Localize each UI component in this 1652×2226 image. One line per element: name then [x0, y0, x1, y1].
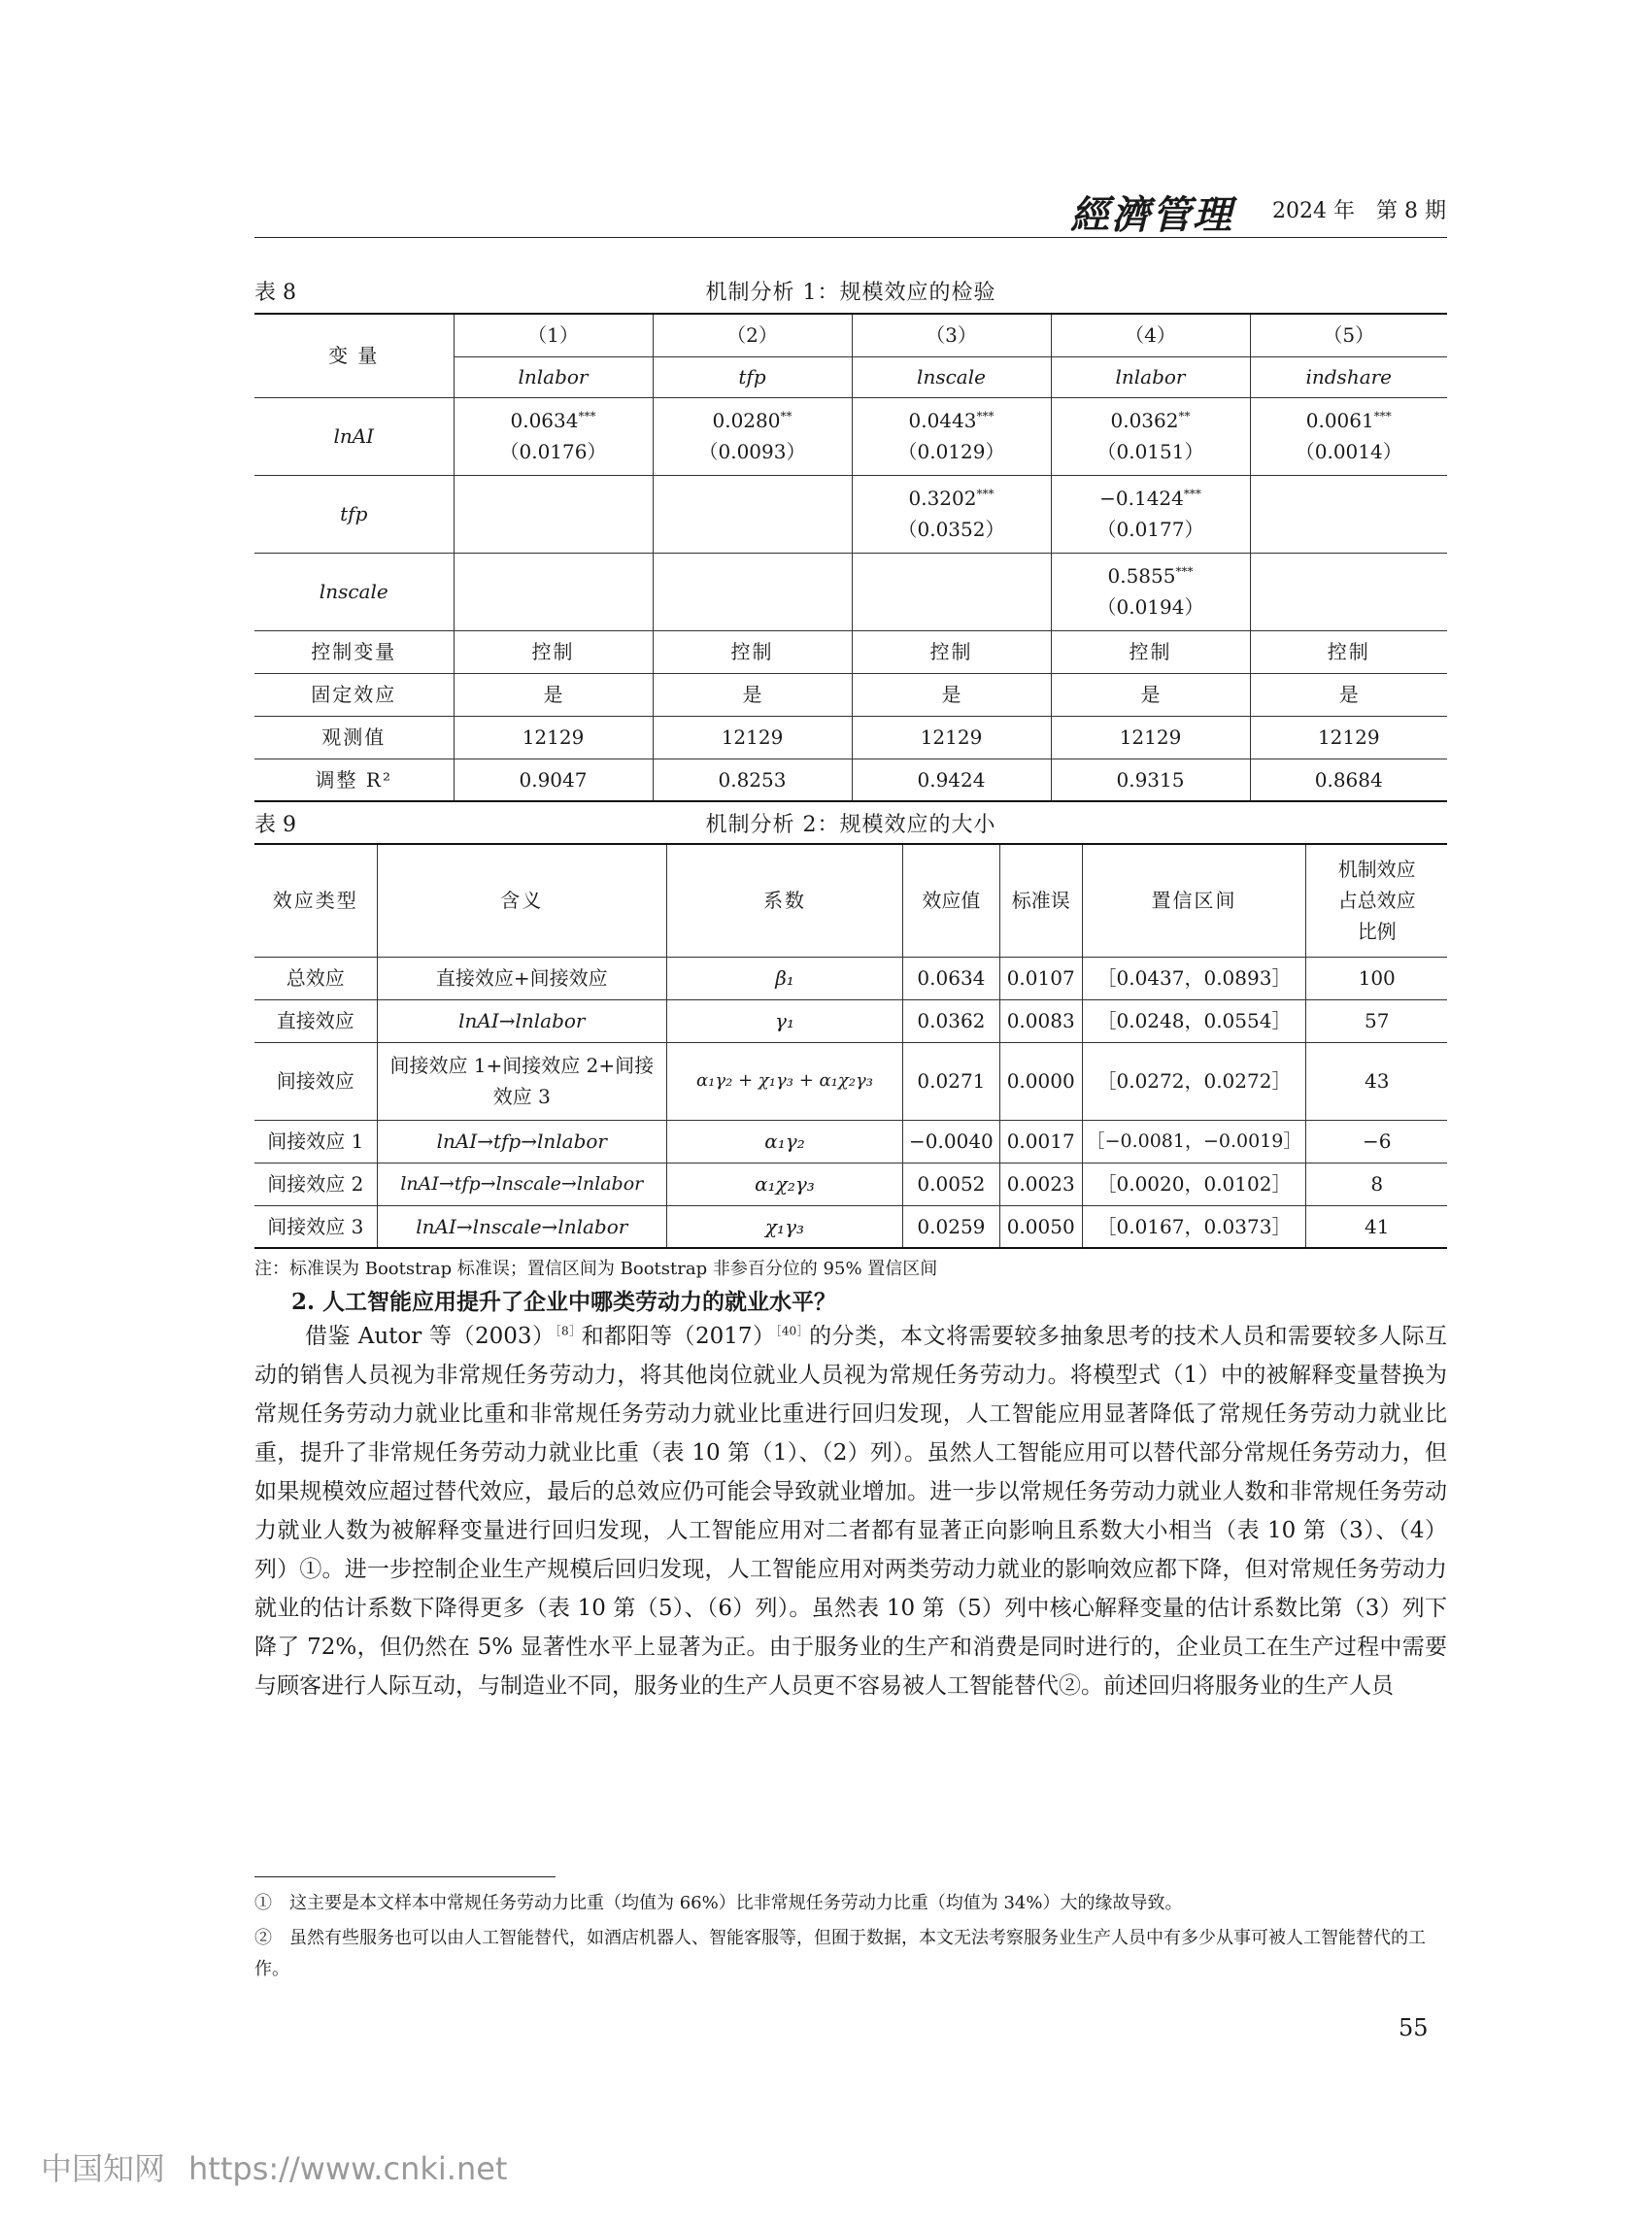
- table8-cell: [653, 475, 852, 553]
- table9-cell: 43: [1306, 1042, 1447, 1120]
- table9-cell: γ₁: [667, 999, 903, 1042]
- table8-rowlabel: tfp: [254, 475, 454, 553]
- table8-corner: 变 量: [254, 314, 454, 397]
- table9-cell: ［0.0167，0.0373］: [1082, 1205, 1306, 1248]
- table9-cell: 0.0050: [999, 1205, 1082, 1248]
- table9-cell: 0.0000: [999, 1042, 1082, 1120]
- table8-rowlabel: 固定效应: [254, 673, 454, 716]
- table9-header: 效应类型: [254, 844, 377, 957]
- table8-colnum: （2）: [653, 314, 852, 356]
- table9-cell: 0.0634: [903, 957, 1000, 999]
- footnote-mark[interactable]: ②: [1059, 1673, 1081, 1699]
- table9-cell: lnAI→lnlabor: [377, 999, 666, 1042]
- table8-colvar: tfp: [653, 356, 852, 397]
- table8-cell: 是: [1250, 673, 1447, 716]
- table8-colnum: （5）: [1250, 314, 1447, 356]
- table9-cell: ［0.0272，0.0272］: [1082, 1042, 1306, 1120]
- table9-cell: ［0.0020，0.0102］: [1082, 1163, 1306, 1205]
- table8-cell: 0.9424: [852, 759, 1051, 801]
- table8: [254, 313, 1447, 802]
- citation-ref[interactable]: ［8］: [555, 1324, 582, 1338]
- table9-cell: 100: [1306, 957, 1447, 999]
- table9-header: 机制效应占总效应比例: [1306, 844, 1447, 957]
- table8-rowlabel: lnscale: [254, 553, 454, 630]
- table8-colnum: （1）: [454, 314, 653, 356]
- table9-cell: 0.0259: [903, 1205, 1000, 1248]
- table8-cell: 12129: [1051, 716, 1250, 759]
- table9-label: 表 9: [254, 813, 296, 837]
- table9-cell: lnAI→lnscale→lnlabor: [377, 1205, 666, 1248]
- table8-rowlabel: lnAI: [254, 397, 454, 475]
- table8-colnum: （3）: [852, 314, 1051, 356]
- table8-colnum: （4）: [1051, 314, 1250, 356]
- table8-cell: −0.1424*** （0.0177）: [1051, 475, 1250, 553]
- table8-cell: 控制: [1250, 630, 1447, 673]
- table8-title: 机制分析 1：规模效应的检验: [705, 281, 996, 305]
- table9-header: 置信区间: [1082, 844, 1306, 957]
- table9-cell: ［−0.0081，−0.0019］: [1082, 1120, 1306, 1163]
- table9-cell: 57: [1306, 999, 1447, 1042]
- table9-header: 含义: [377, 844, 666, 957]
- table9-header: 标准误: [999, 844, 1082, 957]
- table9-cell: 间接效应 2: [254, 1163, 377, 1205]
- watermark-brand: 中国知网: [41, 2150, 166, 2187]
- table9-cell: 直接效应: [254, 999, 377, 1042]
- table9-cell: 间接效应 1: [254, 1120, 377, 1163]
- cnki-watermark: [41, 2144, 507, 2189]
- table9-cell: −0.0040: [903, 1120, 1000, 1163]
- table9-cell: 8: [1306, 1163, 1447, 1205]
- table9-cell: 间接效应 3: [254, 1205, 377, 1248]
- table8-colvar: lnlabor: [1051, 356, 1250, 397]
- table8-cell: 12129: [454, 716, 653, 759]
- table8-cell: 0.5855*** （0.0194）: [1051, 553, 1250, 630]
- table8-cell: [1250, 553, 1447, 630]
- table8-colvar: lnlabor: [454, 356, 653, 397]
- table8-cell: 12129: [852, 716, 1051, 759]
- table9: [254, 843, 1447, 1249]
- table8-cell: 0.0061*** （0.0014）: [1250, 397, 1447, 475]
- table9-cell: β₁: [667, 957, 903, 999]
- table9-cell: 直接效应+间接效应: [377, 957, 666, 999]
- table9-cell: α₁χ₂γ₃: [667, 1163, 903, 1205]
- table8-cell: 控制: [852, 630, 1051, 673]
- table9-cell: χ₁γ₃: [667, 1205, 903, 1248]
- table9-cell: 总效应: [254, 957, 377, 999]
- table9-cell: 0.0362: [903, 999, 1000, 1042]
- table8-label: 表 8: [254, 281, 296, 305]
- citation-ref[interactable]: ［40］: [775, 1324, 810, 1338]
- table8-cell: 0.3202*** （0.0352）: [852, 475, 1051, 553]
- table9-cell: ［0.0248，0.0554］: [1082, 999, 1306, 1042]
- table8-cell: 0.9047: [454, 759, 653, 801]
- footnote-1: ① 这主要是本文样本中常规任务劳动力比重（均值为 66%）比非常规任务劳动力比重（均值为 34%）大的缘故导致。: [254, 1893, 1183, 1913]
- table9-cell: 41: [1306, 1205, 1447, 1248]
- table8-cell: 12129: [653, 716, 852, 759]
- table8-cell: 控制: [454, 630, 653, 673]
- table8-rowlabel: 观测值: [254, 716, 454, 759]
- footnote-rule: [254, 1876, 556, 1877]
- table9-cell: lnAI→tfp→lnlabor: [377, 1120, 666, 1163]
- table9-cell: 0.0052: [903, 1163, 1000, 1205]
- table8-cell: [852, 553, 1051, 630]
- table8-colvar: lnscale: [852, 356, 1051, 397]
- table9-cell: 0.0271: [903, 1042, 1000, 1120]
- table8-rowlabel: 调整 R²: [254, 759, 454, 801]
- table8-cell: [653, 553, 852, 630]
- table9-cell: 0.0083: [999, 999, 1082, 1042]
- table8-cell: 0.8684: [1250, 759, 1447, 801]
- table9-cell: 0.0107: [999, 957, 1082, 999]
- table9-cell: α₁γ₂ + χ₁γ₃ + α₁χ₂γ₃: [667, 1042, 903, 1120]
- issue-label: 2024 年 第 8 期: [1272, 199, 1446, 223]
- table8-cell: 0.0280** （0.0093）: [653, 397, 852, 475]
- table8-cell: 0.9315: [1051, 759, 1250, 801]
- table8-colvar: indshare: [1250, 356, 1447, 397]
- table9-cell: ［0.0437，0.0893］: [1082, 957, 1306, 999]
- table8-cell: 是: [454, 673, 653, 716]
- table9-cell: α₁γ₂: [667, 1120, 903, 1163]
- table9-cell: 0.0017: [999, 1120, 1082, 1163]
- journal-logo: 經濟管理: [1070, 192, 1233, 238]
- table8-cell: 12129: [1250, 716, 1447, 759]
- table8-cell: 控制: [1051, 630, 1250, 673]
- table9-header: 效应值: [903, 844, 1000, 957]
- table8-cell: 是: [1051, 673, 1250, 716]
- table9-cell: lnAI→tfp→lnscale→lnlabor: [377, 1163, 666, 1205]
- footnote-mark[interactable]: ①: [299, 1557, 322, 1582]
- table8-cell: 0.8253: [653, 759, 852, 801]
- footnote-2: ② 虽然有些服务也可以由人工智能替代，如酒店机器人、智能客服等，但囿于数据，本文无法考察服务业生产人员中有多少从事可被人工智能替代的工作。: [254, 1928, 1426, 1979]
- table9-title: 机制分析 2：规模效应的大小: [705, 813, 996, 837]
- table9-cell: 间接效应: [254, 1042, 377, 1120]
- table9-cell: 间接效应 1+间接效应 2+间接效应 3: [377, 1042, 666, 1120]
- table8-cell: 控制: [653, 630, 852, 673]
- table8-rowlabel: 控制变量: [254, 630, 454, 673]
- body-paragraph: 借鉴 Autor 等$(2003)^{[8]}$和都阳等$(2017)^{[40]}$的分类，本文将需要较多抽象思考的技术人员和需要较多人际互动的销售人员视为非常规任务劳动力，将其他岗位就业人员视为常规任务劳动力。将模型式（1）中的被解释变量替换为常规任务劳动力就业比重和非常规任务劳动力就业比重进行回归发现，人工智能应用显著降低了常规任务劳动力就业比重，提升了非常规任务劳动力就业比重（表 10 第（1）、（2）列）。虽然人工智能应用可以替代部分常规任务劳动力，但如果规模效应超过替代效应，最后的总效应仍可能会导致就业增加。进一步以常规任务劳动力就业人数和非常规任务劳动力就业人数为被解释变量进行回归发现，人工智能应用对二者都有显著正向影响且系数大小相当（表 10 第（3）、（4）列）①。进一步控制企业生产规模后回归发现，人工智能应用对两类劳动力就业的影响效应都下降，但对常规任务劳动力就业的估计系数下降得更多（表 10 第（5）、（6）列）。虽然表 10 第（5）列中核心解释变量的估计系数比第（3）列下降了 72%，但仍然在 5% 显著性水平上显著为正。由于服务业的生产和消费是同时进行的，企业员工在生产过程中需要与顾客进行人际互动，与制造业不同，服务业的生产人员更不容易被人工智能替代②。前述回归将服务业的生产人员: [254, 1324, 1448, 1699]
- table8-cell: 0.0634*** （0.0176）: [454, 397, 653, 475]
- header-rule: [254, 237, 1447, 238]
- table9-note: 注：标准误为 Bootstrap 标准误；置信区间为 Bootstrap 非参百分位的 95% 置信区间: [254, 1259, 938, 1279]
- table8-cell: 是: [653, 673, 852, 716]
- section-heading: 2. 人工智能应用提升了企业中哪类劳动力的就业水平？: [291, 1289, 837, 1315]
- table8-cell: [454, 553, 653, 630]
- table8-cell: [454, 475, 653, 553]
- table8-cell: 0.0362** （0.0151）: [1051, 397, 1250, 475]
- watermark-url[interactable]: https://www.cnki.net: [188, 2150, 508, 2187]
- table9-header: 系数: [667, 844, 903, 957]
- table9-cell: −6: [1306, 1120, 1447, 1163]
- table8-cell: 0.0443*** （0.0129）: [852, 397, 1051, 475]
- page-number: 55: [1399, 2014, 1429, 2041]
- table9-cell: 0.0023: [999, 1163, 1082, 1205]
- table8-cell: [1250, 475, 1447, 553]
- table8-cell: 是: [852, 673, 1051, 716]
